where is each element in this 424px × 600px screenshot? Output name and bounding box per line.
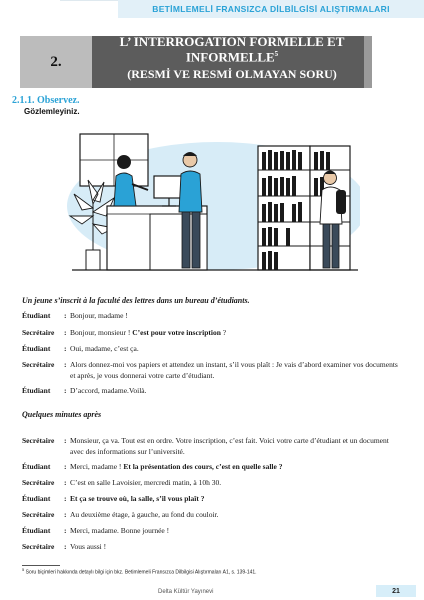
footnote-rule	[22, 565, 60, 566]
line-bold: Et ça se trouve où, la salle, s’il vous plaît ?	[70, 494, 205, 503]
line-text	[70, 494, 404, 505]
line-text	[70, 344, 404, 355]
publisher: Delta Kültür Yayınevi	[158, 589, 214, 595]
colon: :	[64, 542, 67, 551]
footnote-text: Soru biçimleri hakkında detaylı bilgi için bkz. Betimlemeli Fransızca Dilbilgisi Alıştırmaları A1, s. 139-141.	[25, 569, 257, 576]
speaker: Étudiant	[22, 526, 51, 535]
speaker: Secrétaire	[22, 436, 55, 445]
line-plain: Oui, madame, c’est ça.	[70, 344, 139, 353]
line-text	[70, 328, 404, 339]
line-text	[70, 510, 404, 521]
line-plain: C’est en salle Lavoisier, mercredi matin, à 10h 30.	[70, 478, 222, 487]
colon: :	[64, 462, 67, 471]
running-header: BETİMLEMELİ FRANSIZCA DİLBİLGİSİ ALIŞTIRMALARI	[118, 0, 424, 18]
chapter-footnote-mark: 5	[274, 50, 279, 58]
speaker: Étudiant	[22, 386, 51, 395]
line-text	[70, 360, 404, 381]
office-illustration	[52, 124, 360, 284]
line-text	[70, 386, 404, 397]
page-number: 21	[376, 585, 416, 597]
line-bold: Et la présentation des cours, c’est en quelle salle ?	[123, 462, 283, 471]
chapter-number: 2.	[20, 36, 92, 88]
line-text	[70, 478, 404, 489]
speaker: Secrétaire	[22, 510, 55, 519]
footnote	[22, 567, 257, 576]
line-text	[70, 542, 404, 553]
line-plain: Merci, madame !	[70, 462, 124, 471]
colon: :	[64, 311, 67, 320]
line-text	[70, 311, 404, 322]
header-rule	[60, 0, 118, 1]
line-plain: Bonjour, madame !	[70, 311, 128, 320]
colon: :	[64, 510, 67, 519]
chapter-title-fr: L’ INTERROGATION FORMELLE ET INFORMELLE	[119, 34, 345, 65]
speaker: Étudiant	[22, 344, 51, 353]
colon: :	[64, 344, 67, 353]
colon: :	[64, 494, 67, 503]
colon: :	[64, 386, 67, 395]
speaker: Étudiant	[22, 494, 51, 503]
chapter-title-tr: (RESMİ VE RESMİ OLMAYAN SORU)	[127, 67, 337, 82]
section-heading: 2.1.1. Observez.	[12, 95, 80, 106]
colon: :	[64, 436, 67, 445]
colon: :	[64, 360, 67, 369]
footnote-mark: 5	[22, 567, 25, 572]
scene2-intro: Quelques minutes après	[22, 410, 102, 419]
line-plain: Bonjour, monsieur !	[70, 328, 133, 337]
scene1-intro: Un jeune s’inscrit à la faculté des lettres dans un bureau d’étudiants.	[22, 296, 250, 305]
colon: :	[64, 328, 67, 337]
speaker: Secrétaire	[22, 542, 55, 551]
line-plain: D’accord, madame.Voilà.	[70, 386, 147, 395]
line-text	[70, 462, 404, 473]
line-plain: Merci, madame. Bonne journée !	[70, 526, 170, 535]
section-subheading: Gözlemleyiniz.	[24, 107, 80, 116]
speaker: Secrétaire	[22, 478, 55, 487]
line-plain: Au deuxième étage, à gauche, au fond du couloir.	[70, 510, 219, 519]
line-text	[70, 526, 404, 537]
line-bold: C’est pour votre inscription	[132, 328, 221, 337]
line-text	[70, 436, 404, 457]
line-tail: ?	[220, 328, 227, 337]
speaker: Étudiant	[22, 311, 51, 320]
line-plain: Vous aussi !	[70, 542, 107, 551]
chapter-title-shadow	[364, 36, 372, 88]
chapter-title	[104, 35, 360, 82]
speaker: Secrétaire	[22, 328, 55, 337]
colon: :	[64, 478, 67, 487]
speaker: Secrétaire	[22, 360, 55, 369]
line-plain: Monsieur, ça va. Tout est en ordre. Votre inscription, c’est fait. Voici votre carte d’étudiant et un document avec des informations sur l’université.	[70, 436, 389, 456]
colon: :	[64, 526, 67, 535]
line-plain: Alors donnez-moi vos papiers et attendez un instant, s’il vous plaît : Je vais d’abord examiner vos documents et après, je vous donnerai votre carte d’étudiant.	[70, 360, 398, 380]
speaker: Étudiant	[22, 462, 51, 471]
